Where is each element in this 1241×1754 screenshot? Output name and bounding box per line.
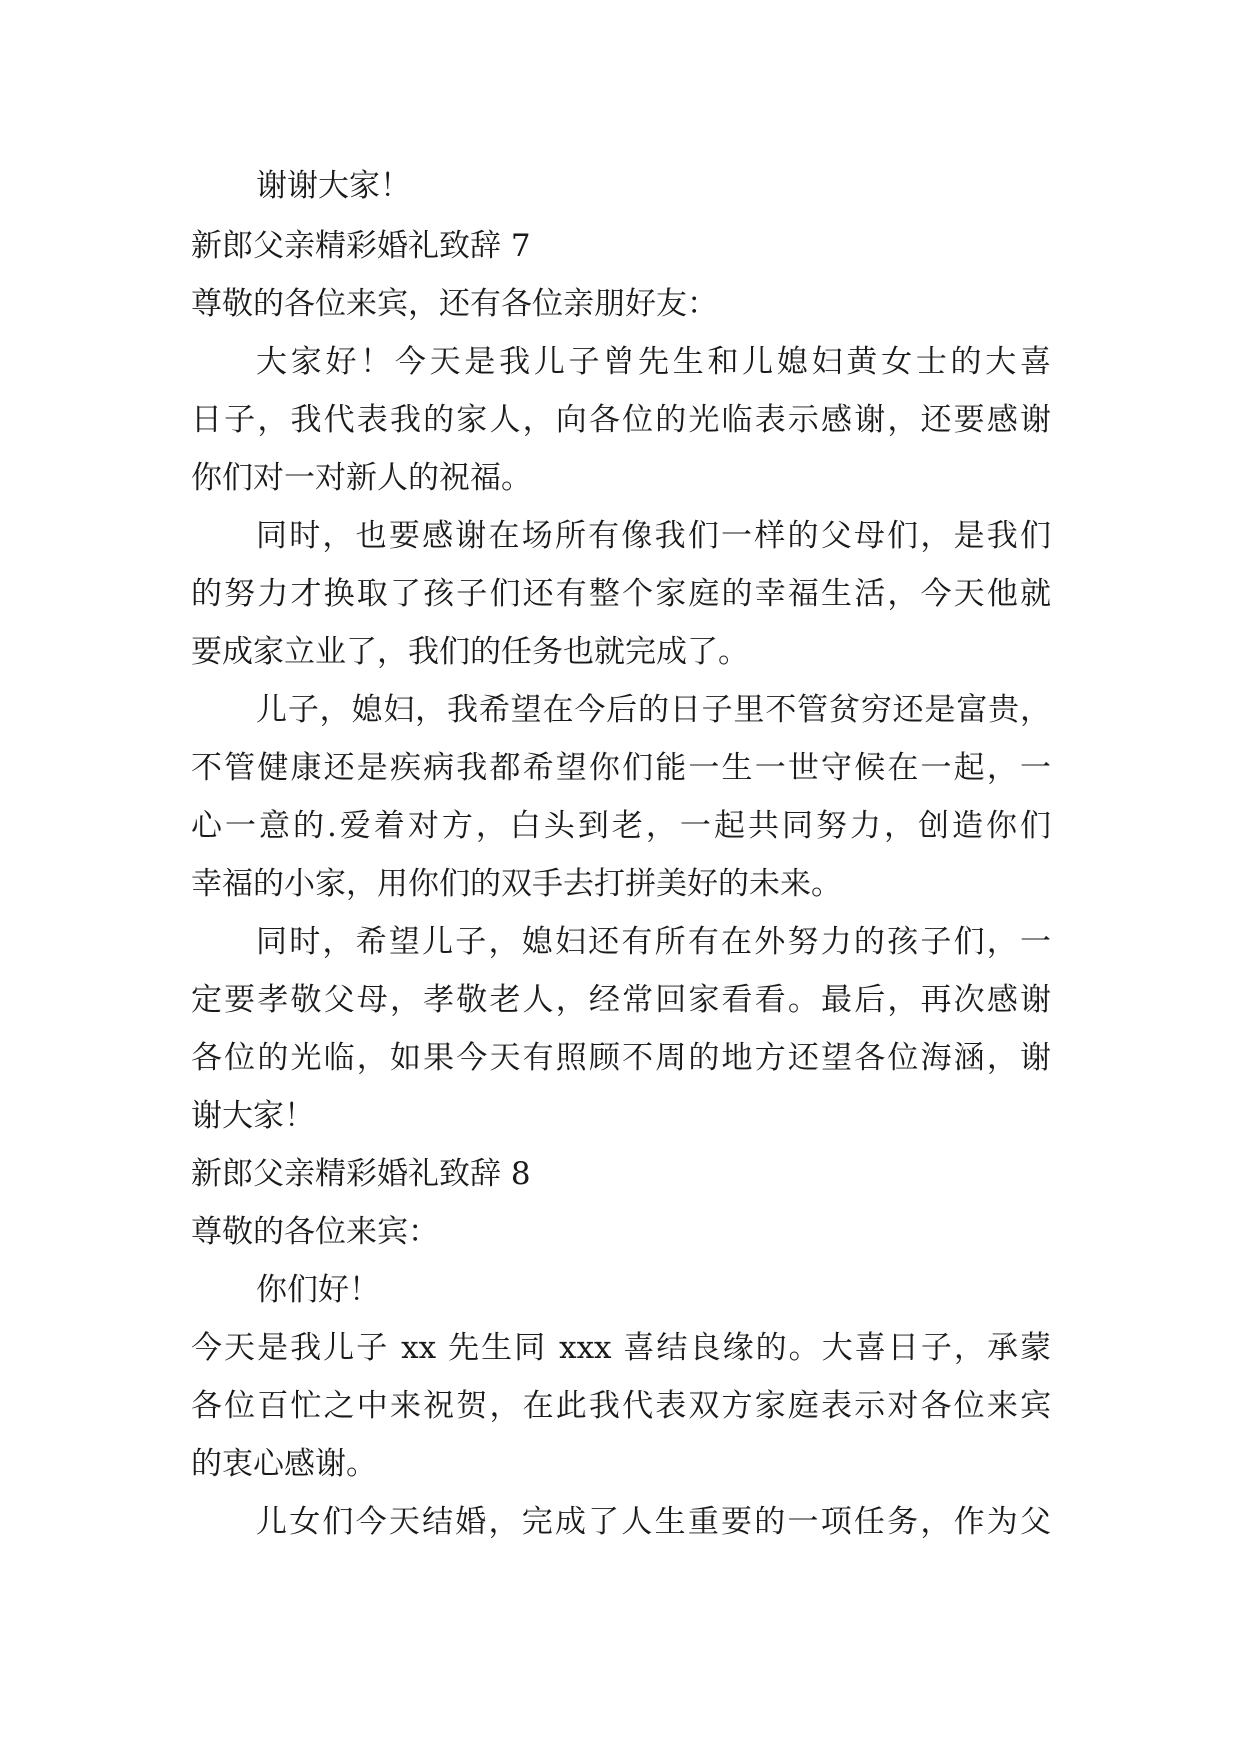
- paragraph-line: 大家好！今天是我儿子曾先生和儿媳妇黄女士的大喜: [256, 344, 1051, 380]
- paragraph-line: 要成家立业了，我们的任务也就完成了。: [191, 634, 749, 670]
- closing-thanks: 谢谢大家！: [256, 168, 411, 204]
- paragraph-line: 儿子，媳妇，我希望在今后的日子里不管贫穷还是富贵，: [256, 692, 1051, 728]
- section-heading-7: 新郎父亲精彩婚礼致辞 7: [191, 228, 531, 264]
- paragraph-line: 今天是我儿子 xx 先生同 xxx 喜结良缘的。大喜日子，承蒙: [191, 1330, 1051, 1366]
- paragraph-line: 你们对一对新人的祝福。: [191, 460, 532, 496]
- greeting: 你们好！: [256, 1272, 380, 1308]
- paragraph-line: 定要孝敬父母，孝敬老人，经常回家看看。最后，再次感谢: [191, 982, 1051, 1018]
- salutation: 尊敬的各位来宾，还有各位亲朋好友：: [191, 286, 718, 322]
- paragraph-line: 儿女们今天结婚，完成了人生重要的一项任务，作为父: [256, 1504, 1051, 1540]
- paragraph-line: 心一意的.爱着对方，白头到老，一起共同努力，创造你们: [191, 808, 1051, 844]
- section-heading-8: 新郎父亲精彩婚礼致辞 8: [191, 1156, 531, 1192]
- paragraph-line: 幸福的小家，用你们的双手去打拼美好的未来。: [191, 866, 842, 902]
- paragraph-line: 的衷心感谢。: [191, 1446, 377, 1482]
- paragraph-line: 日子，我代表我的家人，向各位的光临表示感谢，还要感谢: [191, 402, 1051, 438]
- paragraph-line: 谢大家！: [191, 1098, 315, 1134]
- paragraph-line: 不管健康还是疾病我都希望你们能一生一世守候在一起，一: [191, 750, 1051, 786]
- paragraph-line: 各位百忙之中来祝贺，在此我代表双方家庭表示对各位来宾: [191, 1388, 1051, 1424]
- paragraph-line: 各位的光临，如果今天有照顾不周的地方还望各位海涵，谢: [191, 1040, 1051, 1076]
- paragraph-line: 同时，也要感谢在场所有像我们一样的父母们，是我们: [256, 518, 1051, 554]
- paragraph-line: 同时，希望儿子，媳妇还有所有在外努力的孩子们，一: [256, 924, 1051, 960]
- paragraph-line: 的努力才换取了孩子们还有整个家庭的幸福生活，今天他就: [191, 576, 1051, 612]
- salutation: 尊敬的各位来宾：: [191, 1214, 439, 1250]
